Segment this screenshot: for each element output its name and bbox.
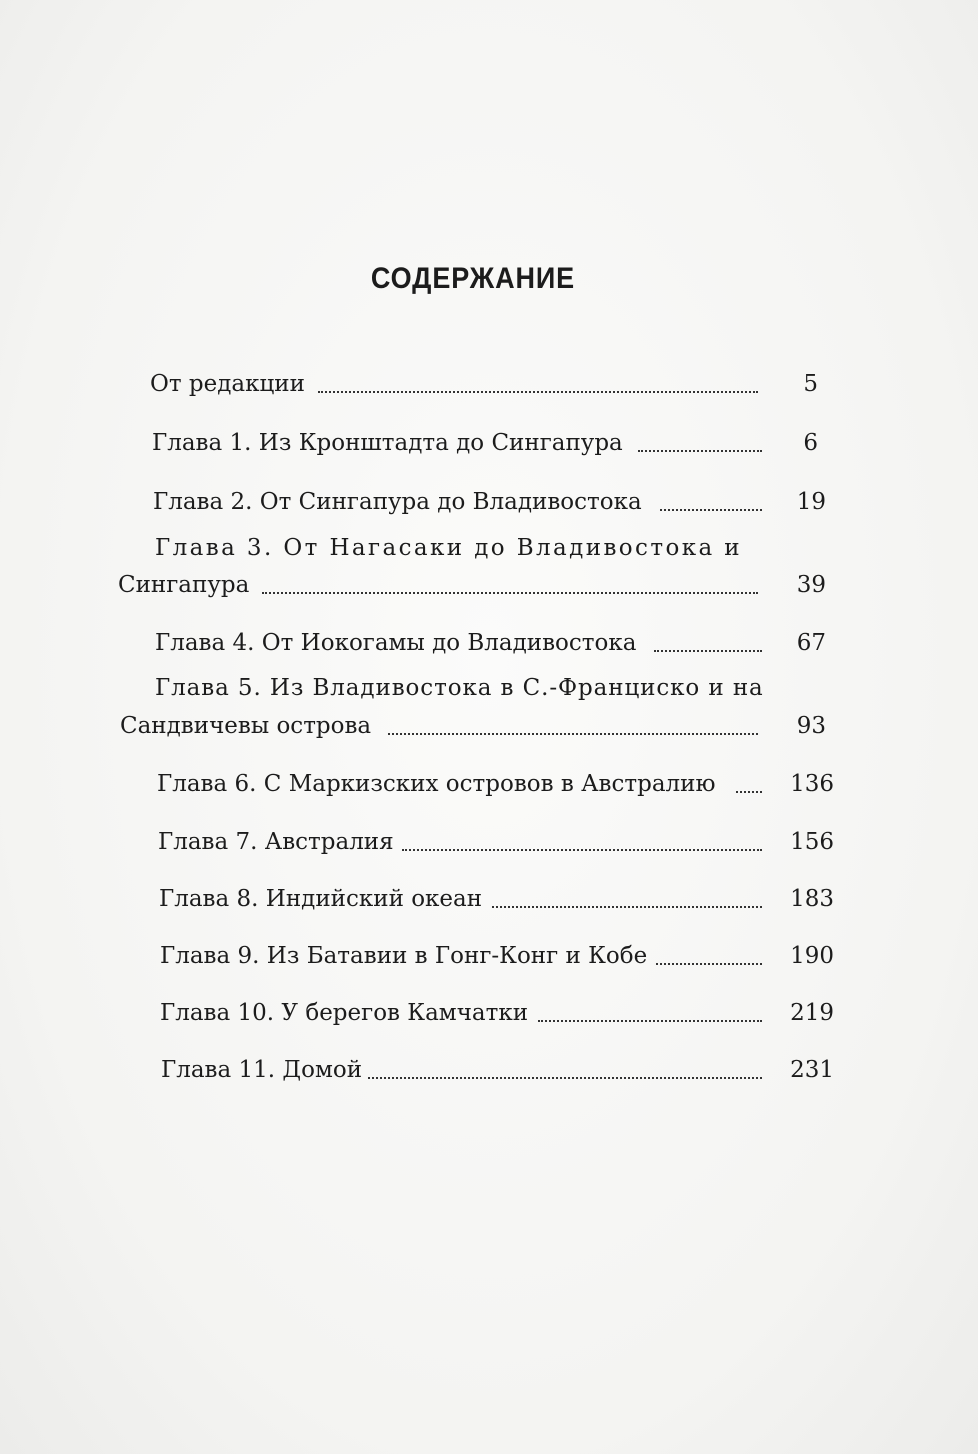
toc-entry-chapter-9 [0, 936, 978, 976]
toc-entry-title: Глава 4. От Иокогамы до Владивостока [155, 630, 637, 656]
page-title: СОДЕРЖАНИЕ [370, 262, 576, 295]
toc-entry-page: 67 [796, 630, 826, 656]
toc-entry-chapter-10 [0, 993, 978, 1033]
toc-entry-title: Сингапура [118, 572, 250, 598]
leader-dots [388, 733, 758, 735]
toc-entry-page: 183 [790, 886, 834, 912]
leader-dots [654, 650, 762, 652]
leader-dots [368, 1077, 762, 1079]
toc-entry-chapter-5-line1: Глава 5. Из Владивостока в С.-Франциско и на [155, 675, 764, 701]
toc-entry-chapter-1 [0, 423, 978, 463]
toc-entry-page: 136 [790, 771, 834, 797]
toc-entry-page: 39 [796, 572, 826, 598]
toc-entry-chapter-11 [0, 1050, 978, 1090]
toc-entry-editorial [0, 364, 978, 404]
toc-entry-chapter-2 [0, 482, 978, 522]
toc-entry-page: 190 [790, 943, 834, 969]
toc-entry-title: Сандвичевы острова [120, 713, 372, 739]
leader-dots [492, 906, 762, 908]
leader-dots [262, 592, 758, 594]
leader-dots [318, 391, 758, 393]
toc-entry-page: 219 [790, 1000, 834, 1026]
toc-entry-title: Глава 8. Индийский океан [159, 886, 483, 912]
toc-entry-page: 19 [796, 489, 826, 515]
toc-entry-page: 93 [796, 713, 826, 739]
leader-dots [638, 450, 762, 452]
toc-entry-page: 6 [803, 430, 818, 456]
toc-entry-chapter-7 [0, 822, 978, 862]
toc-entry-chapter-4 [0, 623, 978, 663]
toc-entry-chapter-3 [0, 565, 978, 605]
toc-entry-title: Глава 11. Домой [161, 1057, 363, 1083]
leader-dots [656, 963, 762, 965]
toc-entry-title: Глава 2. От Сингапура до Владивостока [153, 489, 642, 515]
leader-dots [538, 1020, 762, 1022]
toc-entry-title: Глава 7. Австралия [158, 829, 394, 855]
toc-entry-chapter-5 [0, 706, 978, 746]
toc-entry-page: 231 [790, 1057, 834, 1083]
toc-entry-title: Глава 6. С Маркизских островов в Австралию [157, 771, 716, 797]
leader-dots [736, 791, 762, 793]
toc-entry-chapter-3-line1: Глава 3. От Нагасаки до Владивостока и [155, 535, 743, 561]
leader-dots [402, 849, 762, 851]
toc-entry-page: 5 [803, 371, 818, 397]
toc-entry-chapter-8 [0, 879, 978, 919]
toc-entry-title: От редакции [150, 371, 305, 397]
toc-entry-title: Глава 1. Из Кронштадта до Сингапура [152, 430, 623, 456]
toc-entry-chapter-6 [0, 764, 978, 804]
toc-entry-title: Глава 10. У берегов Камчатки [160, 1000, 529, 1026]
toc-entry-title: Глава 9. Из Батавии в Гонг-Конг и Кобе [160, 943, 648, 969]
leader-dots [660, 509, 762, 511]
toc-entry-page: 156 [790, 829, 834, 855]
